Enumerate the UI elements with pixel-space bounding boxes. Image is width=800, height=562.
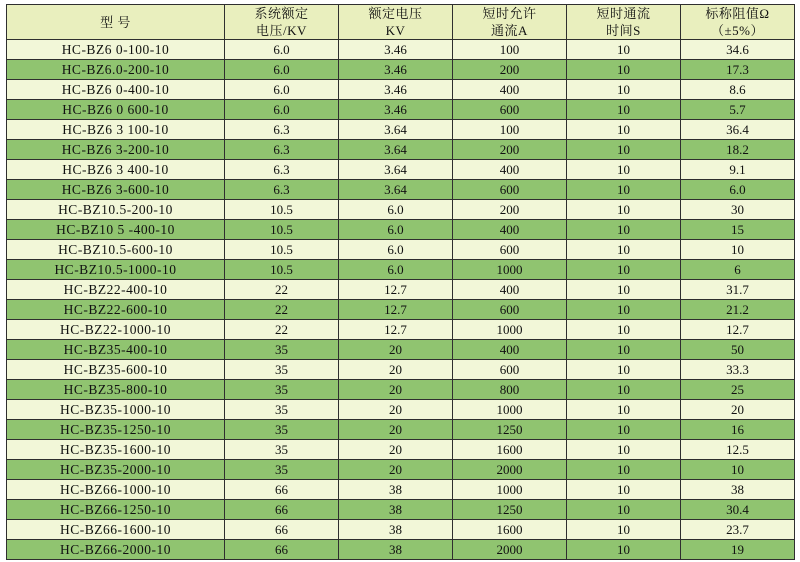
column-header-system-voltage xyxy=(225,5,339,40)
cell-short-time-current: 2000 xyxy=(453,460,567,480)
cell-system-voltage: 6.0 xyxy=(225,60,339,80)
cell-nominal-resistance: 17.3 xyxy=(681,60,795,80)
cell-model: HC-BZ6 0-100-10 xyxy=(7,40,225,60)
cell-rated-voltage: 6.0 xyxy=(339,240,453,260)
cell-system-voltage: 6.3 xyxy=(225,160,339,180)
cell-nominal-resistance: 30.4 xyxy=(681,500,795,520)
cell-model: HC-BZ6 3-600-10 xyxy=(7,180,225,200)
cell-nominal-resistance: 25 xyxy=(681,380,795,400)
cell-short-time-duration: 10 xyxy=(567,60,681,80)
cell-rated-voltage: 3.64 xyxy=(339,160,453,180)
cell-short-time-duration: 10 xyxy=(567,400,681,420)
cell-short-time-duration: 10 xyxy=(567,100,681,120)
cell-nominal-resistance: 10 xyxy=(681,460,795,480)
column-header-nominal-resistance-line2: （±5%） xyxy=(711,23,764,38)
cell-short-time-duration: 10 xyxy=(567,160,681,180)
cell-nominal-resistance: 50 xyxy=(681,340,795,360)
cell-model: HC-BZ6 3 100-10 xyxy=(7,120,225,140)
table-row xyxy=(7,140,795,160)
column-header-system-voltage-line2: 电压/KV xyxy=(256,23,307,38)
cell-rated-voltage: 3.64 xyxy=(339,140,453,160)
cell-model: HC-BZ10.5-200-10 xyxy=(7,200,225,220)
cell-short-time-duration: 10 xyxy=(567,440,681,460)
cell-nominal-resistance: 21.2 xyxy=(681,300,795,320)
cell-short-time-current: 2000 xyxy=(453,540,567,560)
cell-short-time-current: 1600 xyxy=(453,520,567,540)
column-header-short-time-duration-line1: 短时通流 xyxy=(596,6,651,21)
column-header-short-time-current-line1: 短时允许 xyxy=(482,6,537,21)
table-row xyxy=(7,100,795,120)
column-header-system-voltage-line1: 系统额定 xyxy=(254,6,309,21)
cell-nominal-resistance: 12.7 xyxy=(681,320,795,340)
cell-rated-voltage: 3.46 xyxy=(339,40,453,60)
cell-system-voltage: 10.5 xyxy=(225,200,339,220)
cell-rated-voltage: 6.0 xyxy=(339,260,453,280)
cell-system-voltage: 35 xyxy=(225,380,339,400)
cell-rated-voltage: 3.46 xyxy=(339,100,453,120)
table-row xyxy=(7,220,795,240)
table-row xyxy=(7,420,795,440)
cell-short-time-current: 400 xyxy=(453,160,567,180)
cell-nominal-resistance: 6 xyxy=(681,260,795,280)
cell-short-time-duration: 10 xyxy=(567,500,681,520)
cell-model: HC-BZ10.5-600-10 xyxy=(7,240,225,260)
cell-rated-voltage: 20 xyxy=(339,420,453,440)
cell-model: HC-BZ6 0-400-10 xyxy=(7,80,225,100)
cell-nominal-resistance: 16 xyxy=(681,420,795,440)
cell-system-voltage: 22 xyxy=(225,300,339,320)
cell-short-time-current: 600 xyxy=(453,100,567,120)
cell-rated-voltage: 12.7 xyxy=(339,300,453,320)
cell-short-time-current: 1250 xyxy=(453,500,567,520)
cell-short-time-current: 100 xyxy=(453,120,567,140)
cell-short-time-duration: 10 xyxy=(567,140,681,160)
cell-model: HC-BZ35-400-10 xyxy=(7,340,225,360)
cell-system-voltage: 10.5 xyxy=(225,240,339,260)
cell-short-time-duration: 10 xyxy=(567,420,681,440)
table-row xyxy=(7,280,795,300)
cell-short-time-duration: 10 xyxy=(567,340,681,360)
cell-model: HC-BZ6.0-200-10 xyxy=(7,60,225,80)
cell-short-time-current: 100 xyxy=(453,40,567,60)
header-row xyxy=(7,5,795,40)
cell-model: HC-BZ6 3-200-10 xyxy=(7,140,225,160)
table-row xyxy=(7,540,795,560)
cell-short-time-duration: 10 xyxy=(567,240,681,260)
cell-system-voltage: 10.5 xyxy=(225,260,339,280)
column-header-rated-voltage-line1: 额定电压 xyxy=(368,6,423,21)
cell-short-time-current: 400 xyxy=(453,340,567,360)
cell-short-time-current: 1000 xyxy=(453,320,567,340)
cell-nominal-resistance: 38 xyxy=(681,480,795,500)
cell-short-time-current: 1600 xyxy=(453,440,567,460)
cell-nominal-resistance: 6.0 xyxy=(681,180,795,200)
column-header-short-time-duration-line2: 时间S xyxy=(606,23,641,38)
column-header-nominal-resistance-line1: 标称阻值Ω xyxy=(705,6,770,21)
cell-rated-voltage: 3.46 xyxy=(339,60,453,80)
cell-system-voltage: 66 xyxy=(225,540,339,560)
table-row xyxy=(7,320,795,340)
cell-system-voltage: 22 xyxy=(225,320,339,340)
cell-rated-voltage: 38 xyxy=(339,520,453,540)
cell-rated-voltage: 20 xyxy=(339,440,453,460)
column-header-short-time-current xyxy=(453,5,567,40)
cell-model: HC-BZ6 3 400-10 xyxy=(7,160,225,180)
column-header-short-time-current-line2: 通流A xyxy=(491,23,528,38)
cell-short-time-current: 600 xyxy=(453,180,567,200)
cell-nominal-resistance: 30 xyxy=(681,200,795,220)
cell-rated-voltage: 12.7 xyxy=(339,280,453,300)
cell-rated-voltage: 38 xyxy=(339,480,453,500)
cell-model: HC-BZ10 5 -400-10 xyxy=(7,220,225,240)
cell-short-time-duration: 10 xyxy=(567,300,681,320)
cell-short-time-duration: 10 xyxy=(567,280,681,300)
cell-model: HC-BZ66-1600-10 xyxy=(7,520,225,540)
cell-rated-voltage: 3.64 xyxy=(339,120,453,140)
cell-rated-voltage: 6.0 xyxy=(339,220,453,240)
table-row xyxy=(7,240,795,260)
cell-short-time-duration: 10 xyxy=(567,200,681,220)
cell-model: HC-BZ6 0 600-10 xyxy=(7,100,225,120)
cell-short-time-duration: 10 xyxy=(567,380,681,400)
cell-nominal-resistance: 18.2 xyxy=(681,140,795,160)
cell-short-time-duration: 10 xyxy=(567,80,681,100)
cell-nominal-resistance: 15 xyxy=(681,220,795,240)
cell-rated-voltage: 12.7 xyxy=(339,320,453,340)
cell-short-time-current: 1000 xyxy=(453,480,567,500)
cell-short-time-current: 400 xyxy=(453,80,567,100)
cell-system-voltage: 22 xyxy=(225,280,339,300)
column-header-short-time-duration xyxy=(567,5,681,40)
table-row xyxy=(7,360,795,380)
cell-nominal-resistance: 5.7 xyxy=(681,100,795,120)
cell-rated-voltage: 38 xyxy=(339,500,453,520)
table-row xyxy=(7,80,795,100)
table-row xyxy=(7,200,795,220)
column-header-nominal-resistance xyxy=(681,5,795,40)
cell-nominal-resistance: 31.7 xyxy=(681,280,795,300)
cell-nominal-resistance: 19 xyxy=(681,540,795,560)
table-row xyxy=(7,40,795,60)
column-header-model xyxy=(7,5,225,40)
cell-model: HC-BZ22-400-10 xyxy=(7,280,225,300)
cell-system-voltage: 6.0 xyxy=(225,100,339,120)
table-row xyxy=(7,460,795,480)
cell-system-voltage: 66 xyxy=(225,520,339,540)
cell-system-voltage: 35 xyxy=(225,460,339,480)
cell-nominal-resistance: 33.3 xyxy=(681,360,795,380)
cell-short-time-current: 600 xyxy=(453,300,567,320)
cell-system-voltage: 35 xyxy=(225,360,339,380)
cell-short-time-current: 800 xyxy=(453,380,567,400)
table-row xyxy=(7,520,795,540)
cell-short-time-current: 1000 xyxy=(453,260,567,280)
column-header-rated-voltage-line2: KV xyxy=(385,23,406,38)
table-row xyxy=(7,120,795,140)
cell-model: HC-BZ22-600-10 xyxy=(7,300,225,320)
cell-model: HC-BZ66-1250-10 xyxy=(7,500,225,520)
cell-short-time-duration: 10 xyxy=(567,260,681,280)
table-row xyxy=(7,400,795,420)
cell-short-time-current: 1250 xyxy=(453,420,567,440)
cell-nominal-resistance: 10 xyxy=(681,240,795,260)
cell-system-voltage: 6.0 xyxy=(225,80,339,100)
cell-system-voltage: 66 xyxy=(225,480,339,500)
cell-system-voltage: 6.3 xyxy=(225,140,339,160)
cell-short-time-duration: 10 xyxy=(567,460,681,480)
column-header-model-line1: 型 号 xyxy=(100,14,131,30)
cell-system-voltage: 35 xyxy=(225,420,339,440)
cell-rated-voltage: 20 xyxy=(339,460,453,480)
cell-system-voltage: 10.5 xyxy=(225,220,339,240)
cell-short-time-duration: 10 xyxy=(567,360,681,380)
cell-short-time-duration: 10 xyxy=(567,40,681,60)
cell-system-voltage: 6.0 xyxy=(225,40,339,60)
cell-short-time-current: 400 xyxy=(453,220,567,240)
cell-system-voltage: 35 xyxy=(225,440,339,460)
cell-short-time-duration: 10 xyxy=(567,120,681,140)
cell-model: HC-BZ35-600-10 xyxy=(7,360,225,380)
cell-system-voltage: 35 xyxy=(225,400,339,420)
cell-nominal-resistance: 23.7 xyxy=(681,520,795,540)
cell-nominal-resistance: 8.6 xyxy=(681,80,795,100)
cell-short-time-duration: 10 xyxy=(567,520,681,540)
table-row xyxy=(7,260,795,280)
cell-nominal-resistance: 34.6 xyxy=(681,40,795,60)
table-row xyxy=(7,480,795,500)
table-row xyxy=(7,300,795,320)
cell-short-time-current: 600 xyxy=(453,360,567,380)
cell-rated-voltage: 6.0 xyxy=(339,200,453,220)
table-row xyxy=(7,440,795,460)
cell-system-voltage: 66 xyxy=(225,500,339,520)
cell-short-time-duration: 10 xyxy=(567,320,681,340)
table-body xyxy=(7,40,795,560)
cell-nominal-resistance: 12.5 xyxy=(681,440,795,460)
cell-nominal-resistance: 36.4 xyxy=(681,120,795,140)
cell-system-voltage: 6.3 xyxy=(225,120,339,140)
cell-model: HC-BZ22-1000-10 xyxy=(7,320,225,340)
cell-rated-voltage: 38 xyxy=(339,540,453,560)
table-row xyxy=(7,180,795,200)
cell-rated-voltage: 3.46 xyxy=(339,80,453,100)
cell-rated-voltage: 20 xyxy=(339,340,453,360)
cell-nominal-resistance: 20 xyxy=(681,400,795,420)
cell-rated-voltage: 3.64 xyxy=(339,180,453,200)
cell-model: HC-BZ10.5-1000-10 xyxy=(7,260,225,280)
cell-short-time-current: 400 xyxy=(453,280,567,300)
cell-short-time-duration: 10 xyxy=(567,220,681,240)
cell-short-time-duration: 10 xyxy=(567,480,681,500)
specification-table xyxy=(6,4,795,560)
cell-system-voltage: 35 xyxy=(225,340,339,360)
column-header-rated-voltage xyxy=(339,5,453,40)
table-row xyxy=(7,380,795,400)
table-row xyxy=(7,160,795,180)
cell-model: HC-BZ66-2000-10 xyxy=(7,540,225,560)
cell-rated-voltage: 20 xyxy=(339,380,453,400)
cell-model: HC-BZ35-1250-10 xyxy=(7,420,225,440)
cell-model: HC-BZ35-2000-10 xyxy=(7,460,225,480)
cell-short-time-current: 200 xyxy=(453,200,567,220)
cell-model: HC-BZ35-1600-10 xyxy=(7,440,225,460)
table-row xyxy=(7,500,795,520)
cell-system-voltage: 6.3 xyxy=(225,180,339,200)
cell-short-time-current: 200 xyxy=(453,60,567,80)
cell-short-time-duration: 10 xyxy=(567,540,681,560)
cell-nominal-resistance: 9.1 xyxy=(681,160,795,180)
cell-short-time-current: 200 xyxy=(453,140,567,160)
table-row xyxy=(7,340,795,360)
cell-short-time-current: 1000 xyxy=(453,400,567,420)
cell-model: HC-BZ66-1000-10 xyxy=(7,480,225,500)
cell-model: HC-BZ35-800-10 xyxy=(7,380,225,400)
table-header xyxy=(7,5,795,40)
cell-short-time-duration: 10 xyxy=(567,180,681,200)
cell-short-time-current: 600 xyxy=(453,240,567,260)
cell-rated-voltage: 20 xyxy=(339,400,453,420)
table-row xyxy=(7,60,795,80)
cell-rated-voltage: 20 xyxy=(339,360,453,380)
cell-model: HC-BZ35-1000-10 xyxy=(7,400,225,420)
